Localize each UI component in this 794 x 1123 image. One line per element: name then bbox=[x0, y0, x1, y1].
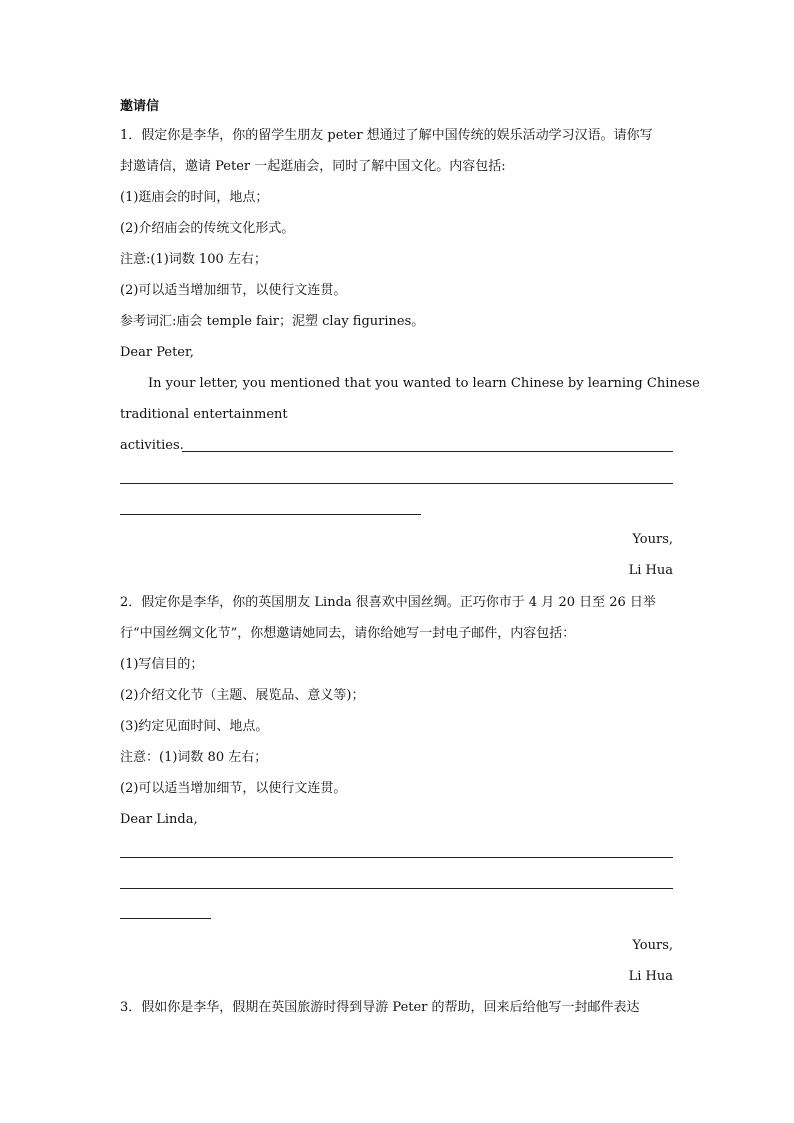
q2-note-1: 注意：(1)词数 80 左右； bbox=[120, 750, 268, 765]
q1-body-line-1: In your letter, you mentioned that you wanted to learn Chinese by learning Chinese bbox=[148, 376, 700, 391]
q2-answer-line-1[interactable] bbox=[120, 857, 673, 858]
q2-point-1: (1)写信目的； bbox=[120, 657, 204, 672]
q2-closing: Yours, bbox=[632, 938, 673, 953]
q1-note-1: 注意:(1)词数 100 左右； bbox=[120, 252, 267, 267]
q1-salutation: Dear Peter, bbox=[120, 345, 194, 360]
q2-point-2: (2)介绍文化节（主题、展览品、意义等)； bbox=[120, 688, 365, 703]
q1-point-1: (1)逛庙会的时间，地点； bbox=[120, 190, 269, 205]
q1-point-2: (2)介绍庙会的传统文化形式。 bbox=[120, 221, 295, 236]
q2-answer-line-3[interactable] bbox=[120, 918, 211, 919]
q3-prompt-line-1: 3．假如你是李华，假期在英国旅游时得到导游 Peter 的帮助，回来后给他写一封邮件表达 bbox=[120, 1000, 640, 1015]
q1-body-line-3: activities. bbox=[120, 438, 184, 453]
q1-closing: Yours, bbox=[632, 532, 673, 547]
q1-signature: Li Hua bbox=[628, 563, 673, 578]
q2-prompt-line-1: 2．假定你是李华，你的英国朋友 Linda 很喜欢中国丝绸。正巧你市于 4 月 20 日至 26 日举 bbox=[120, 595, 656, 610]
q1-answer-line-1[interactable] bbox=[182, 451, 673, 452]
q2-answer-line-2[interactable] bbox=[120, 888, 673, 889]
q2-point-3: (3)约定见面时间、地点。 bbox=[120, 719, 269, 734]
section-heading: 邀请信 bbox=[120, 99, 160, 114]
q1-prompt-line-2: 封邀请信，邀请 Peter 一起逛庙会，同时了解中国文化。内容包括: bbox=[120, 159, 506, 174]
q1-vocab: 参考词汇:庙会 temple fair；泥塑 clay figurines。 bbox=[120, 314, 425, 329]
q1-note-2: (2)可以适当增加细节，以使行文连贯。 bbox=[120, 283, 347, 298]
q2-note-2: (2)可以适当增加细节，以使行文连贯。 bbox=[120, 781, 347, 796]
q2-salutation: Dear Linda, bbox=[120, 812, 198, 827]
q2-prompt-line-2: 行“中国丝绸文化节”，你想邀请她同去，请你给她写一封电子邮件，内容包括： bbox=[120, 626, 576, 641]
q1-body-line-2: traditional entertainment bbox=[120, 407, 288, 422]
q1-prompt-line-1: 1．假定你是李华，你的留学生朋友 peter 想通过了解中国传统的娱乐活动学习汉语。请你写 bbox=[120, 128, 653, 143]
q2-signature: Li Hua bbox=[628, 969, 673, 984]
q1-answer-line-2[interactable] bbox=[120, 483, 673, 484]
q1-answer-line-3[interactable] bbox=[120, 514, 421, 515]
